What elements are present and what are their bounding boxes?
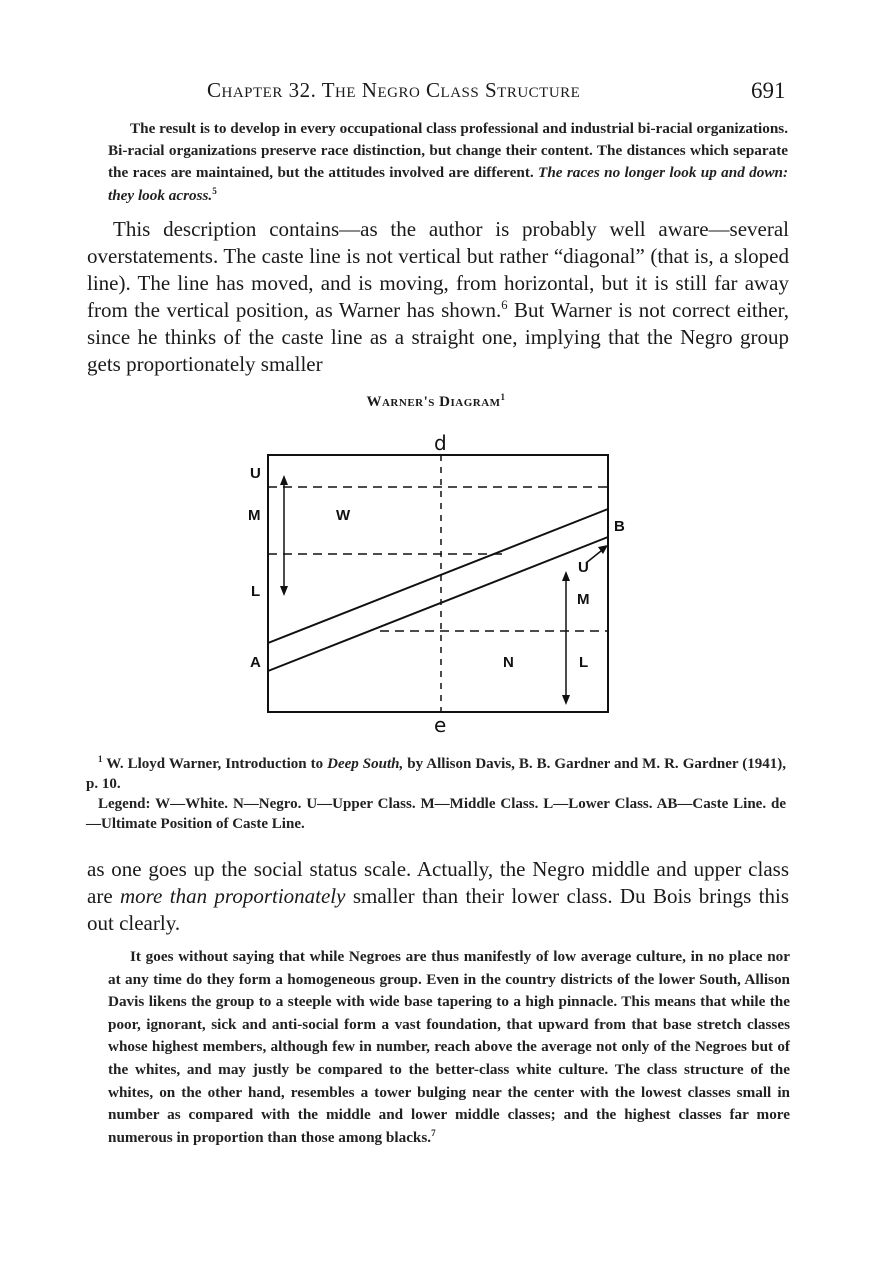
paragraph-2-emphasis: more than proportionately xyxy=(120,884,346,908)
footnote-marker: 1 xyxy=(98,754,103,764)
diagram-svg xyxy=(230,425,650,743)
running-header xyxy=(0,78,872,108)
block-quote-bottom xyxy=(108,946,790,1149)
label-negro: N xyxy=(503,654,514,671)
warner-diagram xyxy=(230,425,650,743)
label-middle-left: M xyxy=(248,507,261,524)
quote-top-paragraph xyxy=(108,118,788,207)
quote-bottom-paragraph xyxy=(108,946,790,1149)
footnote-book-title: Deep South, xyxy=(327,756,404,772)
diagram-frame xyxy=(268,455,608,712)
quote-top-emphasis: The races no longer look up and down: they look across. xyxy=(108,164,788,204)
paragraph-1-part-2: But Warner is not correct either, since he thinks of the caste line as a straight one, implying that the Negro group gets proportionately smaller xyxy=(87,298,789,376)
footnote-ref-1: 1 xyxy=(500,392,506,402)
paragraph-1-text xyxy=(87,216,789,378)
caste-line-upper-edge xyxy=(268,509,608,643)
label-upper-left: U xyxy=(250,465,261,482)
label-point-b: B xyxy=(614,518,625,535)
label-lower-right: L xyxy=(579,654,589,671)
figure-caption-text: Warner's Diagram xyxy=(366,394,501,410)
footnote-text-2: by Allison Davis, B. B. Gardner and M. R. Gardner (1941), p. 10. xyxy=(86,756,786,792)
label-white: W xyxy=(336,507,351,524)
figure-caption xyxy=(0,394,872,411)
footnote-citation xyxy=(86,754,786,794)
footnote-ref-5: 5 xyxy=(212,185,217,196)
paragraph-1-part-1: This description contains—as the author is probably well aware—several overstatements. The caste line is not vertical but rather “diagonal” (that is, a sloped line). The line has moved, and is moving, from horizontal, but it is still far away from the vertical position, as Warner has shown. xyxy=(87,217,789,322)
white-arrow-head-bottom xyxy=(280,586,288,596)
body-paragraph-1 xyxy=(87,216,789,378)
footnote-ref-6: 6 xyxy=(501,298,508,312)
footnote-legend: Legend: W—White. N—Negro. U—Upper Class. M—Middle Class. L—Lower Class. AB—Caste Line. de—Ultimate Position of Caste Line. xyxy=(86,796,786,832)
caste-line-lower-edge xyxy=(268,537,608,671)
label-middle-right: M xyxy=(577,591,590,608)
label-d: d xyxy=(434,431,447,455)
paragraph-2-part-1: as one goes up the social status scale. Actually, the Negro middle and upper class are xyxy=(87,857,789,908)
paragraph-2-text xyxy=(87,856,789,937)
label-e: e xyxy=(434,713,447,737)
page-number: 691 xyxy=(751,78,786,103)
footnote-text-1: W. Lloyd Warner, Introduction to xyxy=(102,756,328,772)
negro-arrow-head-top xyxy=(562,571,570,581)
quote-top-text: The result is to develop in every occupational class professional and industrial bi-racial organizations. Bi-racial organizations preserve race distinction, but change their content. The distances which separate the races are maintained, but the attitudes involved are different. xyxy=(108,120,788,182)
block-quote-top xyxy=(108,118,788,207)
quote-bottom-text: It goes without saying that while Negroes are thus manifestly of low average culture, in no place nor at any time do they form a homogeneous group. Even in the country districts of the lower South, Allison Davis likens the group to a steeple with wide base tapering to a high pinnacle. This means that while the poor, ignorant, sick and anti-social form a vast foundation, that upward from that base stretch classes whose highest members, although few in number, reach above the average not only of the Negroes but of the whites, and may justly be compared to the better-class white culture. The class structure of the whites, on the other hand, resembles a tower bulging near the center with the lowest classes small in number as compared with the middle and lower middle classes; and the highest classes far more numerous in proportion than those among blacks. xyxy=(108,948,790,1146)
negro-arrow-head-bottom xyxy=(562,695,570,705)
label-point-a: A xyxy=(250,654,261,671)
paragraph-2-part-2: smaller than their lower class. Du Bois brings this out clearly. xyxy=(87,884,789,935)
footnote xyxy=(86,754,786,834)
label-upper-right: U xyxy=(578,559,589,576)
body-paragraph-2 xyxy=(87,856,789,937)
label-lower-left: L xyxy=(251,583,261,600)
white-arrow-head-top xyxy=(280,475,288,485)
chapter-title: Chapter 32. The Negro Class Structure xyxy=(207,78,581,102)
footnote-ref-7: 7 xyxy=(431,1127,436,1138)
